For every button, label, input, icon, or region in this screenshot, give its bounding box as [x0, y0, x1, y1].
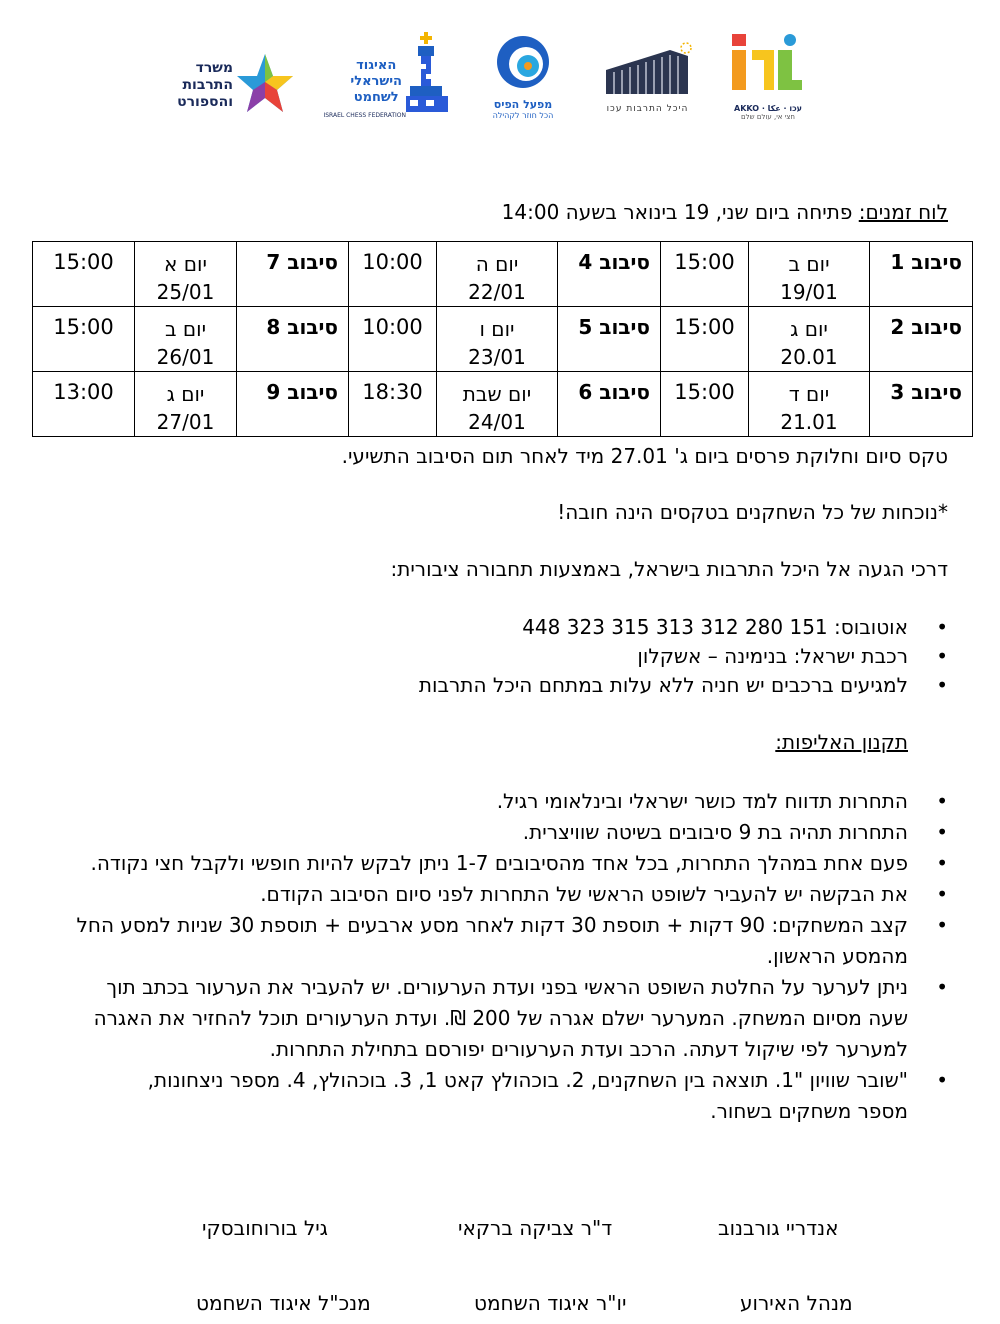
time-cell: 10:00	[349, 242, 437, 307]
rules-item-line: התחרות תהיה בת 9 סיבובים בשיטה שוויצרית.	[522, 820, 908, 844]
day-cell	[437, 307, 558, 372]
time-cell: 13:00	[33, 372, 135, 437]
directions-item-text: רכבת ישראל: בנימינה – אשקלון	[637, 644, 908, 668]
signature-name-2: ד"ר צביקה ברקאי	[458, 1216, 613, 1240]
ministry-line3: והספורט	[177, 94, 233, 110]
ministry-line2: התרבות	[182, 77, 233, 93]
rules-item	[76, 910, 948, 972]
day-name: יום ג	[166, 382, 205, 406]
directions-list	[418, 613, 948, 700]
day-cell	[437, 372, 558, 437]
round-cell: סיבוב 9	[237, 372, 349, 437]
schedule-row	[33, 307, 973, 372]
day-cell	[135, 372, 237, 437]
rules-item-line: קצב המשחקים: 90 דקות + תוספת 30 דקות לאחר מסע ארבעים + תוספת 30 שניות למסע החל	[76, 913, 908, 937]
directions-heading: דרכי הגעה אל היכל התרבות בישראל, באמצעות תחבורה ציבורית:	[390, 557, 948, 581]
chess-federation-en: ISRAEL CHESS FEDERATION	[323, 112, 406, 119]
rules-item	[77, 879, 948, 910]
time-cell: 15:00	[661, 372, 749, 437]
directions-item	[419, 642, 948, 671]
akko-logo	[728, 30, 808, 125]
akko-logo-icon	[728, 30, 808, 100]
rules-item-line: מספר משחקים בשחור.	[710, 1099, 908, 1123]
time-cell: 15:00	[661, 242, 749, 307]
mifal-hapais-icon	[488, 30, 558, 94]
bullet-dot: •	[936, 882, 948, 906]
chess-federation-line2: הישראלי	[350, 74, 402, 89]
directions-item-text: אוטובוס: 151 280 312 313 315 323 448	[522, 615, 908, 639]
day-name: יום ה	[475, 252, 519, 276]
day-date: 27/01	[156, 410, 215, 434]
time-cell: 18:30	[349, 372, 437, 437]
bullet-dot: •	[936, 1068, 948, 1092]
round-cell: סיבוב 6	[558, 372, 661, 437]
bullet-dot: •	[936, 789, 948, 813]
rules-item-line: פעם אחת במהלך התחרות, בכל אחד מהסיבובים 1-7 ניתן לבקש להיות חופשי ולקבל חצי נקודה.	[90, 851, 908, 875]
rules-item-line: מהמסע הראשון.	[766, 944, 908, 968]
chess-federation-logo	[322, 30, 454, 125]
bullet-dot: •	[936, 975, 948, 999]
round-cell: סיבוב 5	[558, 307, 661, 372]
rules-item-line: "שובר שוויון "1. תוצאה בין השחקנים, 2. בוכהולץ קאט 1, 3. בוכהולץ, 4. מספר ניצחונות,	[147, 1068, 908, 1092]
round-cell: סיבוב 4	[558, 242, 661, 307]
signature-role-1: מנהל האירוע	[740, 1291, 853, 1315]
signature-role-2: יו"ר איגוד השחמט	[474, 1291, 627, 1315]
schedule-table	[32, 241, 973, 437]
schedule-title	[502, 200, 948, 224]
day-cell	[135, 307, 237, 372]
day-date: 24/01	[468, 410, 526, 434]
schedule-row	[33, 372, 973, 437]
signature-name-1: אנדריי גורבנוב	[718, 1216, 839, 1240]
rules-item	[77, 972, 948, 1065]
day-date: 21.01	[780, 410, 838, 434]
akko-brand: AKKO · עכו · عكا	[734, 104, 802, 113]
schedule-title-rest: פתיחה ביום שני, 19 בינואר בשעה 14:00	[501, 200, 859, 224]
directions-item	[418, 671, 948, 700]
bullet-dot: •	[936, 615, 948, 639]
day-name: יום ב	[164, 317, 207, 341]
schedule-title-label: לוח זמנים:	[858, 200, 948, 224]
rules-item	[77, 817, 948, 848]
logos-bar	[0, 30, 1000, 130]
rules-item	[77, 1065, 948, 1127]
directions-item-text: למגיעים ברכבים יש חניה ללא עלות במתחם היכל התרבות	[418, 673, 908, 697]
culture-hall-logo	[600, 30, 695, 125]
time-cell: 15:00	[33, 242, 135, 307]
closing-ceremony-text: טקס סיום וחלוקת פרסים ביום ג' 27.01 מיד לאחר תום הסיבוב התשיעי.	[341, 444, 948, 468]
rules-item-line: את הבקשה יש להעביר לשופט הראשי של התחרות לפני סיום הסיבוב הקודם.	[260, 882, 908, 906]
ministry-logo	[170, 30, 295, 125]
culture-hall-caption: היכל התרבות עכו	[606, 104, 689, 114]
day-name: יום ו	[479, 317, 515, 341]
rules-item-line: למערער לפי שיקול דעתה. הרכב ועדת הערעורים יפורסם בתחילת התחרות.	[269, 1037, 908, 1061]
culture-hall-building-icon	[600, 30, 695, 100]
mifal-hapais-logo	[488, 30, 558, 125]
day-date: 23/01	[468, 345, 526, 369]
day-cell	[749, 242, 870, 307]
schedule-row	[33, 242, 973, 307]
round-cell: סיבוב 8	[237, 307, 349, 372]
day-date: 19/01	[780, 280, 838, 304]
day-cell	[135, 242, 237, 307]
day-cell	[749, 307, 870, 372]
day-date: 22/01	[468, 280, 526, 304]
signature-name-3: גיל בורוחובסקי	[202, 1216, 328, 1240]
time-cell: 15:00	[661, 307, 749, 372]
rules-item-line: ניתן לערער על החלטת השופט הראשי בפני ועדת הערעורים. יש להעביר את הערעור בכתב תוך	[106, 975, 908, 999]
time-cell: 10:00	[349, 307, 437, 372]
rules-item-line: שעה מסיום המשחק. המערער ישלם אגרה של 200 ₪. ועדת הערעורים תוכל להחזיר את האגרה	[93, 1006, 908, 1030]
round-cell: סיבוב 1	[870, 242, 973, 307]
round-cell: סיבוב 2	[870, 307, 973, 372]
bullet-dot: •	[936, 913, 948, 937]
day-name: יום ב	[788, 252, 830, 276]
ministry-line1: משרד	[195, 60, 233, 76]
signature-role-3: מנכ"ל איגוד השחמט	[196, 1291, 371, 1315]
mifal-hapais-tagline: הכל חוזר לקהילה	[492, 111, 554, 120]
day-name: יום א	[164, 252, 207, 276]
bullet-dot: •	[936, 851, 948, 875]
mifal-hapais-name: מפעל הפיס	[493, 98, 553, 111]
day-date: 25/01	[156, 280, 215, 304]
rules-heading: תקנון האליפות:	[775, 730, 908, 754]
chess-federation-line3: לשחמט	[353, 90, 399, 105]
day-name: יום ג	[790, 317, 828, 341]
chess-federation-line1: האיגוד	[356, 58, 397, 73]
day-date: 20.01	[780, 345, 838, 369]
akko-tagline: חצי אי, עולם שלם	[741, 113, 795, 121]
round-cell: סיבוב 7	[237, 242, 349, 307]
ministry-star-icon	[235, 52, 295, 117]
day-cell	[749, 372, 870, 437]
rules-item	[77, 786, 948, 817]
day-cell	[437, 242, 558, 307]
rules-item-line: התחרות תדווח למד כושר ישראלי ובינלאומי רגיל.	[496, 789, 908, 813]
rules-item	[77, 848, 948, 879]
time-cell: 15:00	[33, 307, 135, 372]
day-name: יום ד	[788, 382, 830, 406]
round-cell: סיבוב 3	[870, 372, 973, 437]
chess-king-icon	[404, 30, 454, 120]
bullet-dot: •	[936, 673, 948, 697]
bullet-dot: •	[936, 644, 948, 668]
rules-list	[76, 786, 948, 1127]
attendance-note: *נוכחות של כל השחקנים בטקסים הינה חובה!	[557, 500, 948, 524]
day-name: יום שבת	[462, 382, 532, 406]
day-date: 26/01	[156, 345, 215, 369]
bullet-dot: •	[936, 820, 948, 844]
directions-item	[419, 613, 948, 642]
